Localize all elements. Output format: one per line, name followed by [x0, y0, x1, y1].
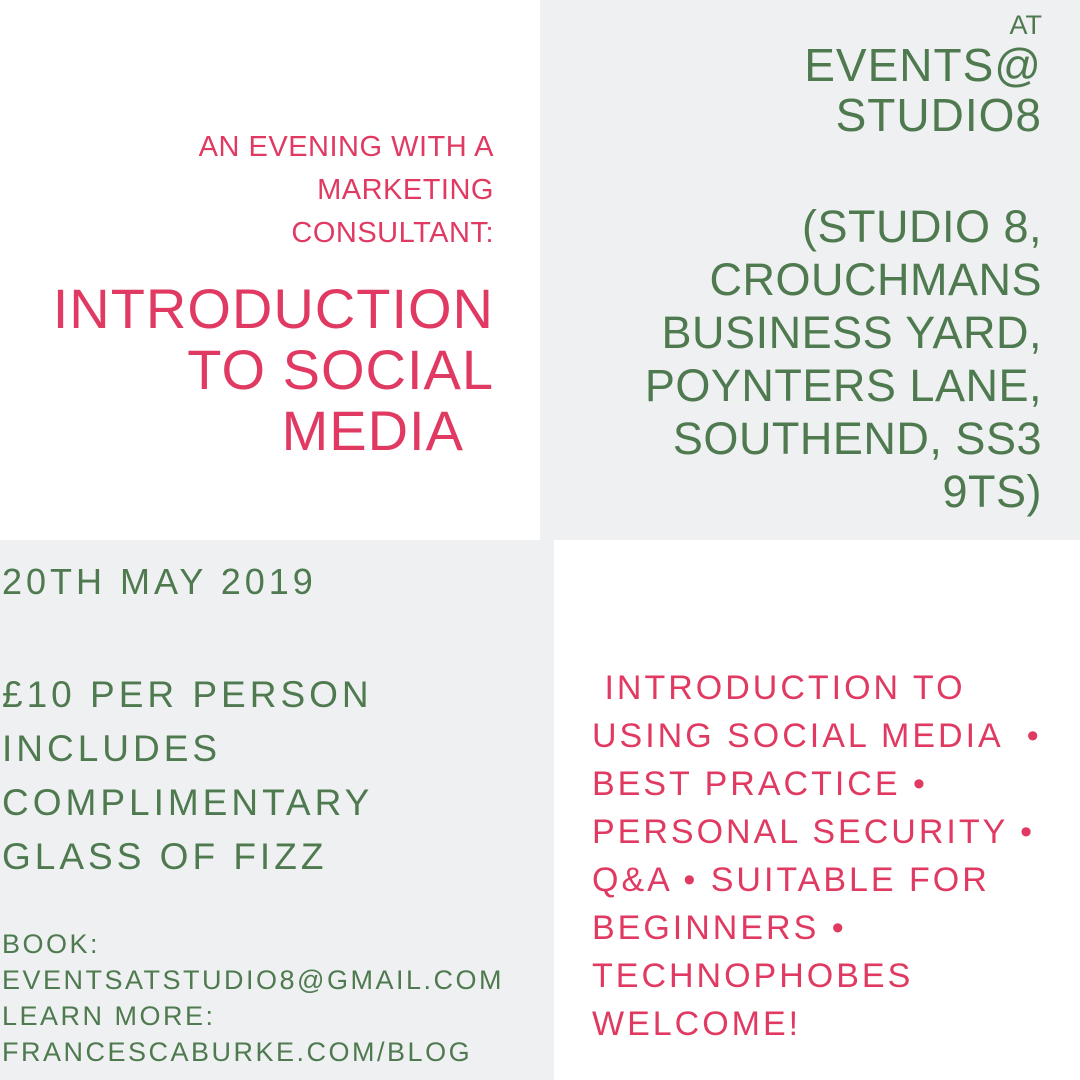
venue-name-line: EVENTS@ — [804, 39, 1042, 91]
topic-line: BEGINNERS • — [592, 909, 847, 947]
topic-line: Q&A • SUITABLE FOR — [592, 861, 990, 899]
learn-more-label: LEARN MORE: — [2, 1001, 216, 1031]
topic-line: PERSONAL SECURITY • — [592, 813, 1036, 851]
subtitle-line: MARKETING — [317, 174, 494, 206]
topics-list — [592, 664, 1042, 1048]
price-line: GLASS OF FIZZ — [2, 836, 328, 877]
topic-line: USING SOCIAL MEDIA • — [592, 717, 1042, 755]
book-label: BOOK: — [2, 929, 101, 959]
address-line: (STUDIO 8, — [801, 201, 1042, 252]
event-price — [2, 668, 373, 884]
title-line: TO SOCIAL — [187, 338, 494, 401]
venue-at-label: AT — [1009, 10, 1042, 40]
topic-line: TECHNOPHOBES — [592, 957, 914, 995]
subtitle-line: AN EVENING WITH A — [198, 131, 494, 163]
topic-line: WELCOME! — [592, 1005, 802, 1043]
event-subtitle — [199, 126, 494, 255]
event-intro-panel — [0, 0, 540, 540]
topic-line: BEST PRACTICE • — [592, 765, 928, 803]
venue-address — [645, 200, 1042, 518]
topics-panel — [554, 540, 1080, 1080]
address-line: POYNTERS LANE, — [644, 360, 1042, 411]
price-line: £10 PER PERSON — [2, 674, 373, 715]
booking-info — [2, 926, 504, 1070]
booking-email: EVENTSATSTUDIO8@GMAIL.COM — [2, 965, 504, 995]
topic-line: INTRODUCTION TO — [592, 669, 966, 707]
title-line: INTRODUCTION — [52, 277, 494, 340]
address-line: BUSINESS YARD, — [661, 307, 1042, 358]
venue-name — [804, 40, 1042, 140]
blog-url: FRANCESCABURKE.COM/BLOG — [2, 1037, 473, 1067]
subtitle-line: CONSULTANT: — [291, 217, 494, 249]
price-line: INCLUDES — [2, 728, 222, 769]
title-line: MEDIA — [281, 399, 494, 462]
event-date: 20TH MAY 2019 — [2, 561, 317, 602]
price-line: COMPLIMENTARY — [2, 782, 374, 823]
address-line: CROUCHMANS — [709, 254, 1042, 305]
address-line: SOUTHEND, SS3 — [672, 413, 1042, 464]
venue-name-line: STUDIO8 — [835, 89, 1042, 141]
venue-panel — [540, 0, 1080, 540]
event-title — [53, 278, 494, 461]
details-panel — [0, 540, 554, 1080]
address-line: 9TS) — [942, 466, 1042, 517]
